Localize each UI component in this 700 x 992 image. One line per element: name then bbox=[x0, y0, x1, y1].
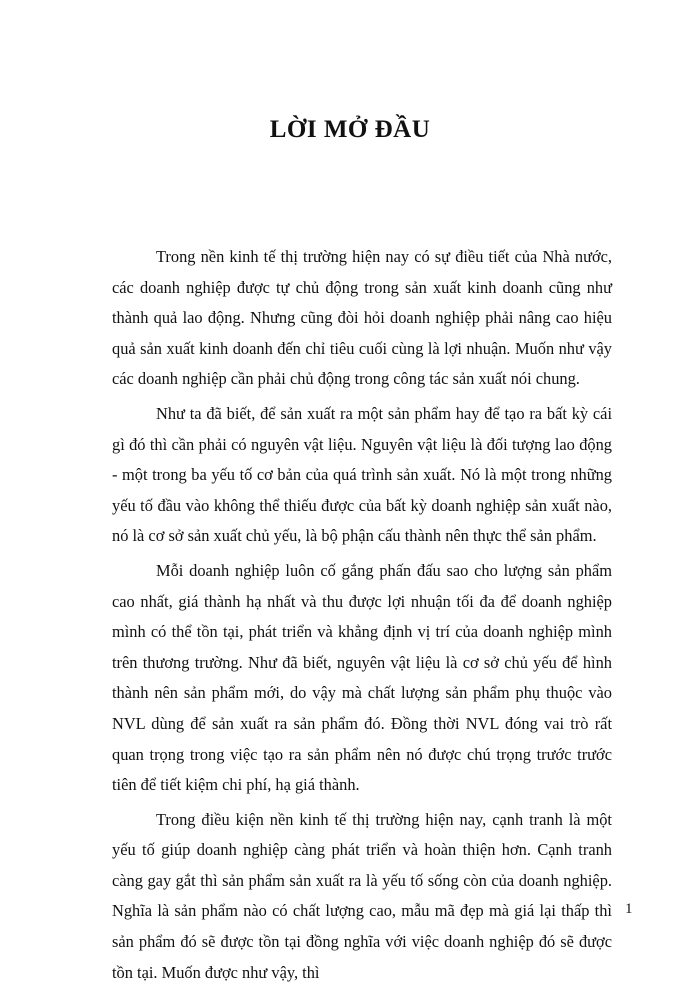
paragraph: Trong điều kiện nền kinh tế thị trường hiện nay, cạnh tranh là một yếu tố giúp doanh nghiệp càng phát triển và hoàn thiện hơn. Cạnh tranh càng gay gắt thì sản phẩm sản xuất ra là yếu tố sống còn của doanh nghiệp. Nghĩa là sản phẩm nào có chất lượng cao, mẫu mã đẹp mà giá lại thấp thì sản phẩm đó sẽ được tồn tại đồng nghĩa với việc doanh nghiệp đó sẽ được tồn tại. Muốn được như vậy, thì bbox=[112, 809, 612, 982]
document-title: LỜI MỞ ĐẦU bbox=[269, 116, 431, 143]
page-number: 1 bbox=[625, 901, 633, 917]
paragraph: Như ta đã biết, để sản xuất ra một sản phẩm hay để tạo ra bất kỳ cái gì đó thì cần phải có nguyên vật liệu. Nguyên vật liệu là đối tượng lao động - một trong ba yếu tố cơ bản của quá trình sản xuất. Nó là một trong những yếu tố đầu vào không thể thiếu được của bất kỳ doanh nghiệp sản xuất nào, nó là cơ sở sản xuất chủ yếu, là bộ phận cấu thành nên thực thể sản phẩm. bbox=[112, 403, 612, 546]
paragraph: Trong nền kinh tế thị trường hiện nay có sự điều tiết của Nhà nước, các doanh nghiệp được tự chủ động trong sản xuất kinh doanh cũng như thành quả lao động. Nhưng cũng đòi hỏi doanh nghiệp phải nâng cao hiệu quả sản xuất kinh doanh đến chỉ tiêu cuối cùng là lợi nhuận. Muốn như vậy các doanh nghiệp cần phải chủ động trong công tác sản xuất nói chung. bbox=[112, 247, 612, 389]
document-body bbox=[112, 242, 612, 992]
paragraph: Mỗi doanh nghiệp luôn cố gắng phấn đấu sao cho lượng sản phẩm cao nhất, giá thành hạ nhất và thu được lợi nhuận tối đa để doanh nghiệp mình có thể tồn tại, phát triển và khẳng định vị trí của doanh nghiệp mình trên thương trường. Như đã biết, nguyên vật liệu là cơ sở chủ yếu để hình thành nên sản phẩm mới, do vậy mà chất lượng sản phẩm phụ thuộc vào NVL dùng để sản xuất ra sản phẩm đó. Đồng thời NVL đóng vai trò rất quan trọng trong việc tạo ra sản phẩm nên nó được chú trọng trước trước tiên để tiết kiệm chi phí, hạ giá thành. bbox=[112, 560, 612, 795]
